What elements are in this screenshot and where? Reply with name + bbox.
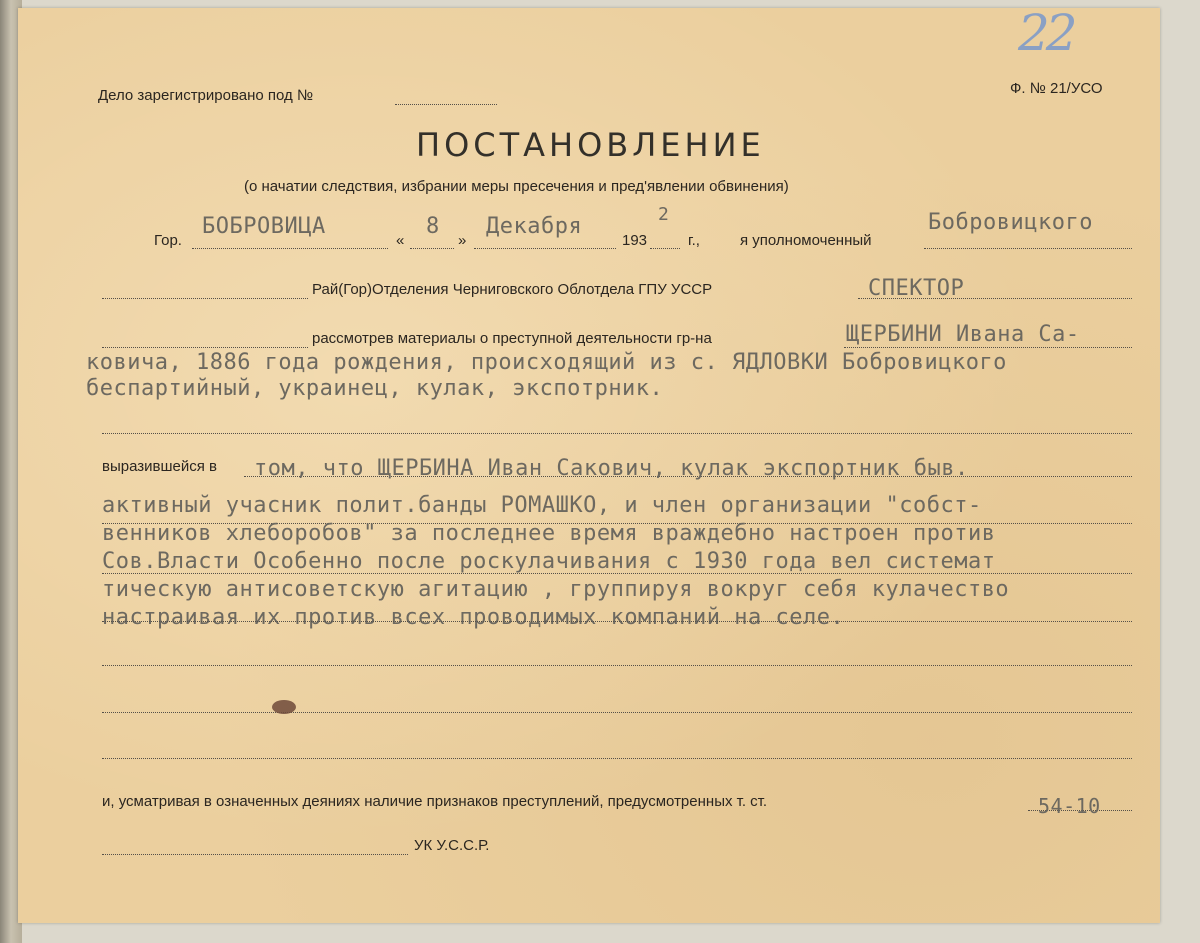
- charge-text-line-2: активный учасник полит.банды РОМАШКО, и член организации "собст-: [102, 493, 982, 518]
- page-number: 22: [1018, 4, 1074, 62]
- year-suffix: 2: [658, 204, 670, 225]
- city-value: БОБРОВИЦА: [202, 214, 326, 239]
- charge-text-line-3: венников хлеборобов" за последнее время враждебно настроен против: [102, 521, 996, 546]
- year-line: [650, 248, 680, 249]
- charge-line-4: [102, 621, 1132, 622]
- code-prefix-line: [102, 854, 408, 855]
- code-label: УК У.С.С.Р.: [414, 837, 490, 854]
- city-line: [192, 248, 388, 249]
- day-value: 8: [426, 214, 440, 239]
- expressed-label: выразившейся в: [102, 458, 218, 475]
- day-close-quote: »: [458, 232, 467, 249]
- month-line: [474, 248, 616, 249]
- accused-text-line-3: беспартийный, украинец, кулак, экспотрник.: [86, 376, 664, 401]
- blank-line-1: [102, 433, 1132, 434]
- charge-text-line-5: тическую антисоветскую агитацию , группируя вокруг себя кулачество: [102, 577, 1010, 602]
- document-page: [18, 4, 1160, 923]
- article-value: 54-10: [1038, 794, 1101, 818]
- department-label: Рай(Гор)Отделения Черниговского Облотдела ГПУ УССР: [312, 281, 713, 298]
- document-subtitle: (о начатии следствия, избрании меры пресечения и пред'явлении обвинения): [244, 178, 789, 195]
- registration-number-line: [395, 104, 497, 105]
- month-value: Декабря: [486, 214, 583, 239]
- district-value: Бобровицкого: [928, 210, 1093, 235]
- blank-line-3: [102, 712, 1132, 713]
- accused-text-line-2: ковича, 1886 года рождения, происходящий из с. ЯДЛОВКИ Бобровицкого: [86, 350, 1007, 375]
- district-line: [924, 248, 1132, 249]
- accused-line-1: [844, 347, 1132, 348]
- year-label: г.,: [688, 232, 700, 249]
- document-title: ПОСТАНОВЛЕНИЕ: [416, 126, 765, 164]
- conclusion-label: и, усматривая в означенных деяниях наличие признаков преступлений, предусмотренных т. ст.: [102, 793, 768, 810]
- charge-text-line-1: том, что ЩЕРБИНА Иван Сакович, кулак экспортник быв.: [254, 456, 969, 481]
- blank-line-4: [102, 758, 1132, 759]
- day-open-quote: «: [396, 232, 405, 249]
- blank-line-2: [102, 665, 1132, 666]
- city-label: Гор.: [154, 232, 182, 249]
- department-prefix-line: [102, 298, 308, 299]
- year-prefix: 193: [622, 232, 648, 249]
- charge-text-line-6: настраивая их против всех проводимых компаний на селе.: [102, 605, 845, 630]
- charge-line-3: [102, 573, 1132, 574]
- form-number: Ф. № 21/УСО: [1010, 80, 1103, 97]
- officer-name: СПЕКТОР: [868, 276, 965, 301]
- materials-label: рассмотрев материалы о преступной деятельности гр-на: [312, 330, 712, 347]
- materials-prefix-line: [102, 347, 308, 348]
- officer-label: я уполномоченный: [740, 232, 872, 249]
- ink-stain: [272, 700, 296, 714]
- accused-text-line-1: ЩЕРБИНИ Ивана Са-: [846, 322, 1080, 347]
- charge-text-line-4: Сов.Власти Особенно после роскулачивания с 1930 года вел системат: [102, 549, 996, 574]
- day-line: [410, 248, 454, 249]
- registered-label: Дело зарегистрировано под №: [98, 87, 314, 104]
